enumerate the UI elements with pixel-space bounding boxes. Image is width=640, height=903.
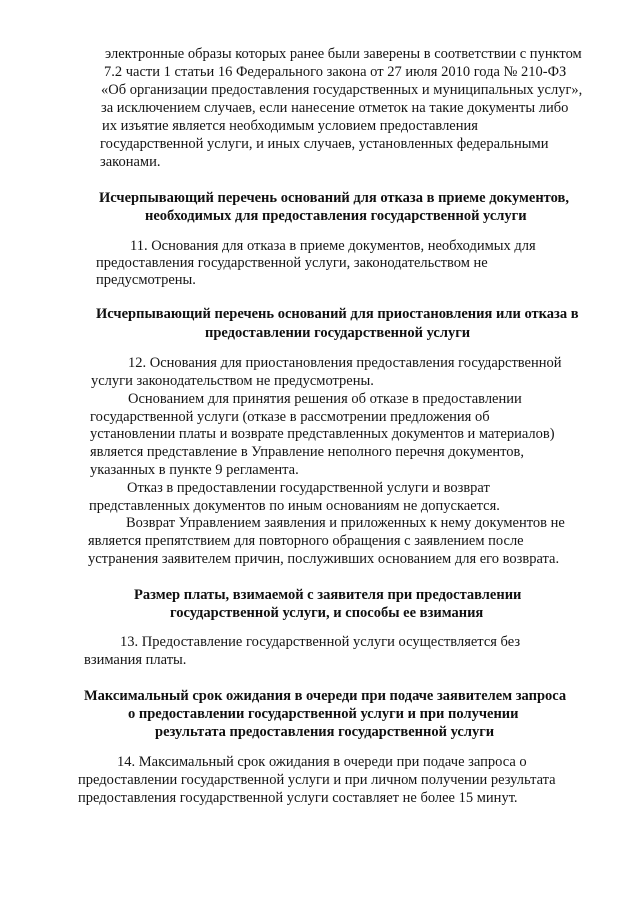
intro-line: 7.2 части 1 статьи 16 Федерального закона от 27 июля 2010 года № 210-ФЗ	[104, 64, 567, 80]
intro-line: их изъятие является необходимым условием предоставления	[102, 118, 478, 134]
paragraph-12-line: является препятствием для повторного обращения с заявлением после	[88, 533, 524, 549]
paragraph-12-line: государственной услуги (отказе в рассмотрении предложения об	[90, 409, 490, 425]
paragraph-12-line: устранения заявителем причин, послуживших основанием для его возврата.	[88, 551, 560, 567]
section-heading: Максимальный срок ожидания в очереди при подаче заявителем запроса	[84, 688, 567, 704]
paragraph-14-line: предоставления государственной услуги составляет не более 15 минут.	[78, 790, 518, 806]
paragraph-11-line: 11. Основания для отказа в приеме документов, необходимых для	[130, 238, 536, 254]
paragraph-12-line: Отказ в предоставлении государственной услуги и возврат	[127, 480, 490, 496]
paragraph-12-line: является представление в Управление неполного перечня документов,	[90, 444, 525, 460]
section-heading: Размер платы, взимаемой с заявителя при предоставлении	[134, 587, 522, 603]
paragraph-12-line: Возврат Управлением заявления и приложенных к нему документов не	[126, 515, 565, 531]
paragraph-12-line: 12. Основания для приостановления предоставления государственной	[128, 355, 562, 371]
paragraph-12-line: указанных в пункте 9 регламента.	[90, 462, 299, 478]
intro-line: «Об организации предоставления государственных и муниципальных услуг»,	[101, 82, 583, 98]
section-heading: предоставлении государственной услуги	[205, 325, 471, 341]
paragraph-11-line: предоставления государственной услуги, законодательством не	[96, 255, 488, 271]
paragraph-12-line: представленных документов по иным основаниям не допускается.	[89, 498, 500, 514]
paragraph-14-line: 14. Максимальный срок ожидания в очереди при подаче запроса о	[117, 754, 527, 770]
paragraph-12-line: установлении платы и возврате представленных документов и материалов)	[90, 426, 555, 442]
section-heading: необходимых для предоставления государственной услуги	[145, 208, 527, 224]
section-heading: государственной услуги, и способы ее взимания	[170, 605, 484, 621]
intro-line: государственной услуги, и иных случаев, установленных федеральными	[100, 136, 549, 152]
section-heading: Исчерпывающий перечень оснований для отказа в приеме документов,	[99, 190, 569, 206]
paragraph-12-line: Основанием для принятия решения об отказе в предоставлении	[128, 391, 522, 407]
section-heading: Исчерпывающий перечень оснований для приостановления или отказа в	[96, 306, 579, 322]
paragraph-13-line: взимания платы.	[84, 652, 187, 668]
paragraph-13-line: 13. Предоставление государственной услуги осуществляется без	[120, 634, 521, 650]
section-heading: о предоставлении государственной услуги и при получении	[128, 706, 519, 722]
paragraph-12-line: услуги законодательством не предусмотрены.	[91, 373, 374, 389]
paragraph-11-line: предусмотрены.	[96, 272, 196, 288]
section-heading: результата предоставления государственной услуги	[155, 724, 495, 740]
intro-line: электронные образы которых ранее были заверены в соответствии с пунктом	[105, 46, 582, 62]
intro-line: законами.	[100, 154, 161, 170]
paragraph-14-line: предоставлении государственной услуги и при личном получении результата	[78, 772, 556, 788]
intro-line: за исключением случаев, если нанесение отметок на такие документы либо	[101, 100, 569, 116]
